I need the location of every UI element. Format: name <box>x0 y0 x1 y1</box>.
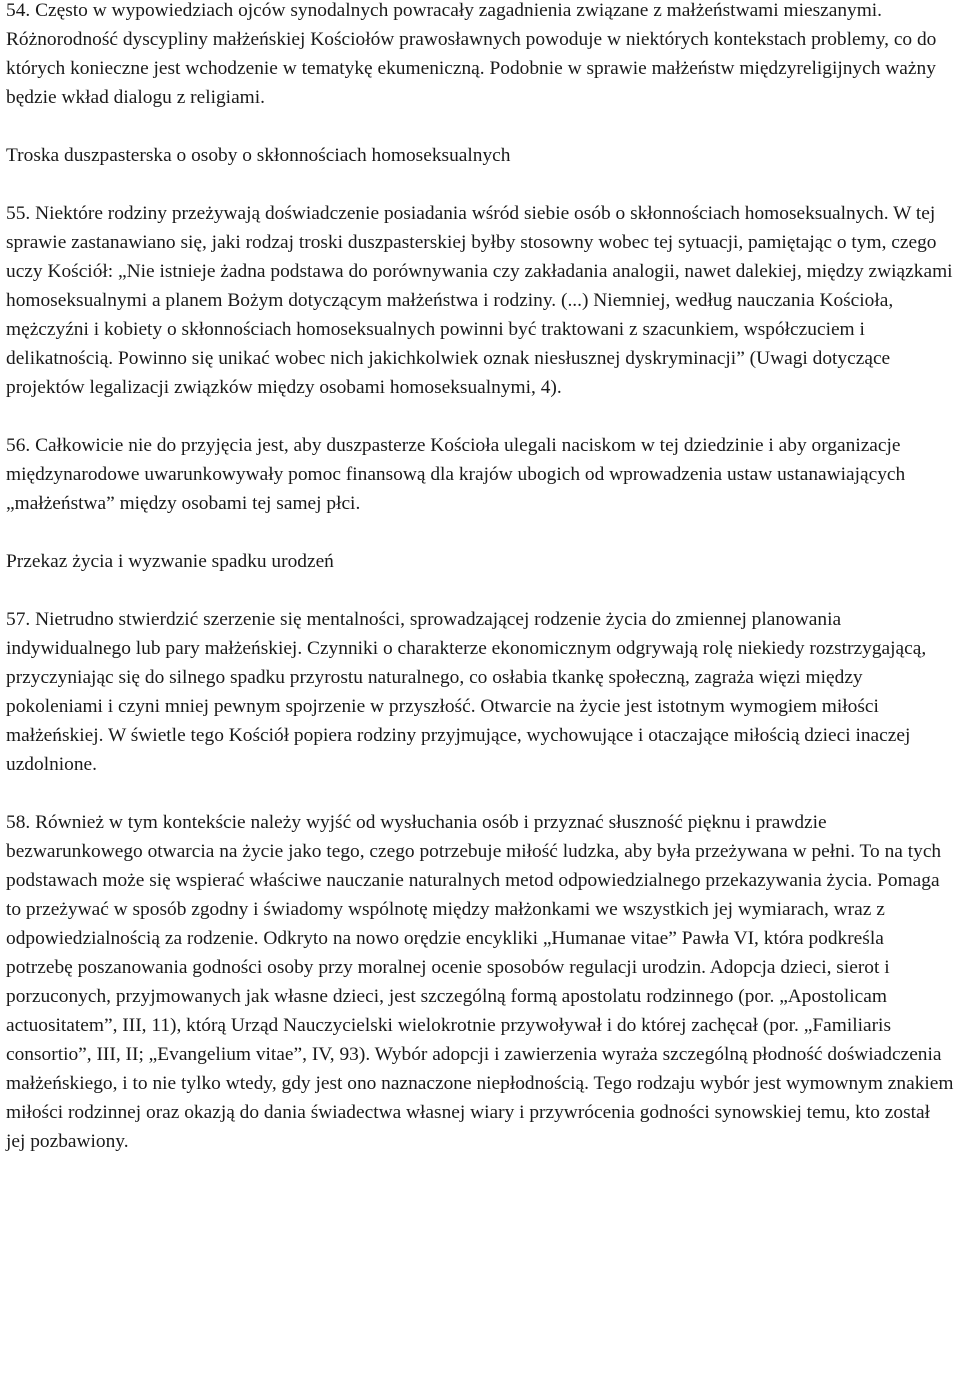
paragraph-56: 56. Całkowicie nie do przyjęcia jest, aby duszpasterze Kościoła ulegali naciskom w tej dziedzinie i aby organizacje międzynarodowe uwarunkowywały pomoc finansową dla krajów ubogich od wprowadzenia ustaw ustanawiających „małżeństwa” między osobami tej samej płci. <box>6 435 906 514</box>
document-page <box>6 0 954 1156</box>
paragraph-54: 54. Często w wypowiedziach ojców synodalnych powracały zagadnienia związane z małżeństwami mieszanymi. Różnorodność dyscypliny małżeńskiej Kościołów prawosławnych powoduje w niektórych kontekstach problemy, co do których konieczne jest wchodzenie w tematykę ekumeniczną. Podobnie w sprawie małżeństw międzyreligijnych ważny będzie wkład dialogu z religiami. <box>6 0 937 108</box>
section-heading-transmission-of-life: Przekaz życia i wyzwanie spadku urodzeń <box>6 551 334 572</box>
paragraph-55: 55. Niektóre rodziny przeżywają doświadczenie posiadania wśród siebie osób o skłonnościach homoseksualnych. W tej sprawie zastanawiano się, jaki rodzaj troski duszpasterskiej byłby stosowny wobec tej sytuacji, pamiętając o tym, czego uczy Kościół: „Nie istnieje żadna podstawa do porównywania czy zakładania analogii, nawet dalekiej, między związkami homoseksualnymi a planem Bożym dotyczącym małżeństwa i rodziny. (...) Niemniej, według nauczania Kościoła, mężczyźni i kobiety o skłonnościach homoseksualnych powinni być traktowani z szacunkiem, współczuciem i delikatnością. Powinno się unikać wobec nich jakichkolwiek oznak niesłusznej dyskryminacji” (Uwagi dotyczące projektów legalizacji związków między osobami homoseksualnymi, 4). <box>6 203 953 398</box>
section-heading-pastoral-care: Troska duszpasterska o osoby o skłonnościach homoseksualnych <box>6 145 511 166</box>
paragraph-58: 58. Również w tym kontekście należy wyjść od wysłuchania osób i przyznać słuszność pięknu i prawdzie bezwarunkowego otwarcia na życie jako tego, czego potrzebuje miłość ludzka, aby była przeżywana w pełni. To na tych podstawach może się wspierać właściwe nauczanie naturalnych metod odpowiedzialnego przekazywania życia. Pomaga to przeżywać w sposób zgodny i świadomy wspólnotę między małżonkami we wszystkich jej wymiarach, wraz z odpowiedzialnością za rodzenie. Odkryto na nowo orędzie encykliki „Humanae vitae” Pawła VI, która podkreśla potrzebę poszanowania godności osoby przy moralnej ocenie sposobów regulacji urodzin. Adopcja dzieci, sierot i porzuconych, przyjmowanych jak własne dzieci, jest szczególną formą apostolatu rodzinnego (por. „Apostolicam actuositatem”, III, 11), którą Urząd Nauczycielski wielokrotnie przywoływał i do której zachęcał (por. „Familiaris consortio”, III, II; „Evangelium vitae”, IV, 93). Wybór adopcji i zawierzenia wyraża szczególną płodność doświadczenia małżeńskiego, i to nie tylko wtedy, gdy jest ono naznaczone niepłodnością. Tego rodzaju wybór jest wymownym znakiem miłości rodzinnej oraz okazją do dania świadectwa własnej wiary i przywrócenia godności synowskiej temu, kto został jej pozbawiony. <box>6 812 954 1152</box>
paragraph-57: 57. Nietrudno stwierdzić szerzenie się mentalności, sprowadzającej rodzenie życia do zmiennej planowania indywidualnego lub pary małżeńskiej. Czynniki o charakterze ekonomicznym odgrywają rolę niekiedy rozstrzygającą, przyczyniając się do silnego spadku przyrostu naturalnego, co osłabia tkankę społeczną, zagraża więzi między pokoleniami i czyni mniej pewnym spojrzenie w przyszłość. Otwarcie na życie jest istotnym wymogiem miłości małżeńskiej. W świetle tego Kościół popiera rodziny przyjmujące, wychowujące i otaczające miłością dzieci inaczej uzdolnione. <box>6 609 927 775</box>
